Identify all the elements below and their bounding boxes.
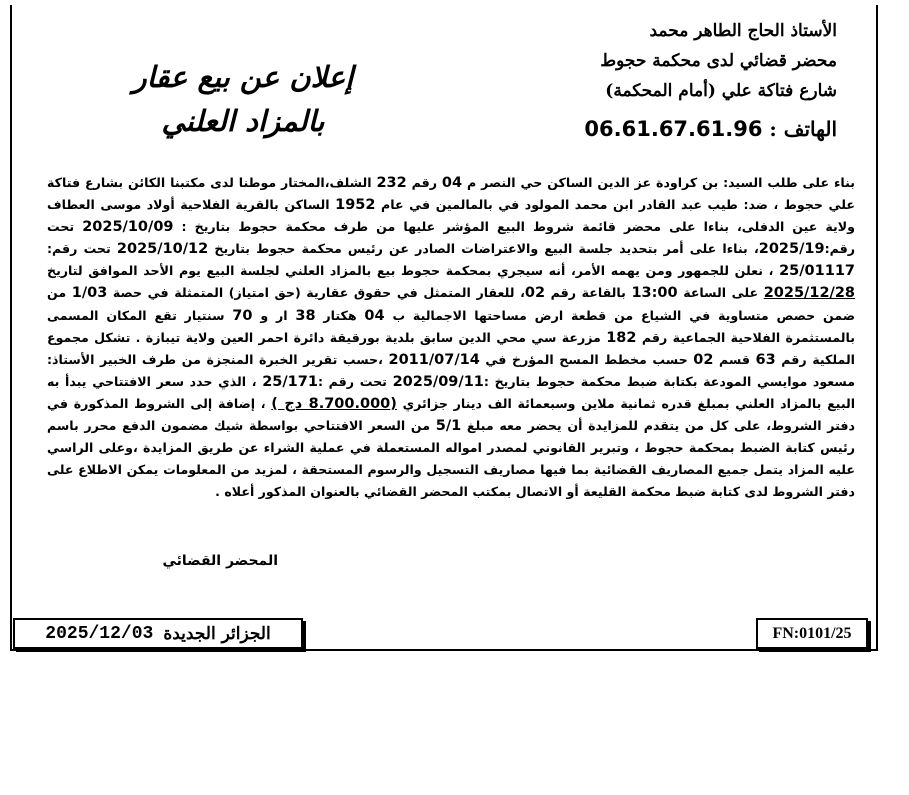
bailiff-role: محضر قضائي لدى محكمة حجوط <box>600 51 837 71</box>
body-text: مزرعة سي محي الدين سابق بلدية بورقيقة دائرة احمر العين ولاية تيبازة . تشكل مجموع الملكية رقم <box>47 329 855 367</box>
notice-body <box>47 172 855 503</box>
body-date: 2011/07/14 <box>388 351 480 368</box>
phone-label: الهاتف : <box>769 117 837 141</box>
body-text: ، للعقار المتمثل في حقوق عقارية (حق امتياز) المتمثلة في حصة <box>107 285 525 301</box>
notice-title-line-2: بالمزاد العلني <box>161 104 325 138</box>
body-number: 25/01117 <box>779 263 855 280</box>
body-number: 04 <box>441 175 463 191</box>
body-number: 1/03 <box>71 285 108 302</box>
body-text: الشلف،المختار موطنا لدى مكتبنا الكائن بشارع فتاكة علي حجوط ، ضد: طيب عبد القادر ابن محمد المولود في بالمالمين في عام <box>47 175 855 213</box>
bailiff-phone <box>497 112 837 146</box>
notice-title-line-1: إعلان عن بيع عقار <box>132 60 354 94</box>
body-number: 04 <box>364 307 385 324</box>
body-number: 5/1 <box>435 418 462 435</box>
body-number: 232 <box>376 175 407 191</box>
body-number: 02 <box>693 351 714 368</box>
sale-date: 2025/12/28 <box>763 285 856 302</box>
body-number: 63 <box>755 351 776 368</box>
body-date: 2025/09/11 <box>392 373 484 390</box>
body-number: 2025/19 <box>758 241 825 258</box>
body-text: رقم <box>406 175 442 190</box>
body-number: 182 <box>606 329 637 346</box>
body-number: 70 <box>232 307 253 324</box>
body-text: قسم <box>713 351 756 367</box>
body-text: تحت رقم : <box>317 373 393 389</box>
body-text: بالقاعة رقم <box>545 285 632 301</box>
body-text: ، بناءا على أمر بتحديد جلسة البيع والاعتراضات الصادر عن رئيس محكمة حجوط بتاريخ <box>208 241 759 257</box>
bailiff-header <box>497 16 837 146</box>
bailiff-name: الأستاذ الحاج الطاهر محمد <box>649 21 837 41</box>
body-text: ار و <box>252 307 296 323</box>
body-text: بناء على طلب السيد: بن كراودة عز الدين الساكن حي النصر م <box>462 175 855 190</box>
body-text: الساكن بالقرية الفلاحية أولاد موسى العطاف ولاية عين الدفلى، بناءا على محضر قائمة شروط البيع المؤشر عليها من طرف محكمة حجوط بتاريخ : <box>47 197 855 235</box>
body-text: تحت رقم: <box>47 219 855 257</box>
bailiff-address: شارع فتاكة علي (أمام المحكمة) <box>605 81 837 101</box>
body-text: ، الذي حدد سعر الافتتاحي يبدأ به البيع بالمزاد العلني بمبلغ قدره ثمانية ملاين وسبعمائة الف دينار جزائري <box>47 373 856 411</box>
body-date: 2025/10/12 <box>116 241 209 258</box>
body-text: هكتار <box>315 307 365 323</box>
body-text: سنتيار تقع المكان المسمى بالمستثمرة الفلاحية الجماعية رقم <box>47 307 855 345</box>
publication-date: 2025/12/03 <box>45 623 154 644</box>
body-number: 25/171 <box>262 373 318 390</box>
body-number: 02 <box>524 285 546 302</box>
signature: المحضر القضائي <box>162 553 278 569</box>
body-text: ، إضافة إلى الشروط المذكورة في دفتر الشروط، على كل من يتقدم للمزايدة أن يحضر معه مبلغ <box>47 395 855 434</box>
fn-reference-box <box>756 618 868 649</box>
newspaper-name: الجزائر الجديدة <box>163 623 271 644</box>
body-text: على الساعة <box>677 285 764 301</box>
body-text: من ضمن حصص متساوية في الشياع من قطعة ارض مساحتها الاجمالية ب <box>47 285 855 323</box>
body-text: ، نعلن للجمهور ومن يهمه الأمر، أنه سيجري بمحكمة حجوط بيع بالمزاد العلني لجلسة البيع يوم الأحد الموافق لتاريخ <box>47 263 780 279</box>
body-text: حسب مخطط المسح المؤرخ في <box>479 351 694 367</box>
body-text: تحت رقم: <box>47 241 117 257</box>
body-text: ،حسب تقرير الخبرة المنجزة من طرف الخبير الأستاذ: مسعود موايسي المودعة بكتابة ضبط محكمة حجوط بتاريخ : <box>47 351 856 389</box>
fn-reference: FN:0101/25 <box>772 624 852 642</box>
body-date: 2025/10/09 <box>82 219 174 236</box>
notice-title <box>108 55 378 143</box>
phone-number: 06.61.67.61.96 <box>584 117 763 141</box>
newspaper-box <box>13 618 303 649</box>
opening-price: (8.700.000 دج ) <box>271 395 397 412</box>
body-text: من السعر الافتتاحي بواسطة شيك مضمون الدفع محرر باسم رئيس كتابة الضبط بمحكمة حجوط ، وتبرير القانوني لمصدر امواله المستعملة في عملية الشراء عن طريق المزايدة ،وعلى الراسي عليه المزاد يتمل جميع المصاريف القضائية بما فيها مصاريف التسجيل والرسوم المستحقة ، لمزيد من المعلومات يمكن الاطلاع على دفتر الشروط لدى كتابة ضبط محكمة القليعة أو الاتصال بمكتب المحضر القضائي بالعنوان المذكور أعلاه . <box>47 418 855 500</box>
body-number: 1952 <box>335 197 376 214</box>
sale-time: 13:00 <box>631 285 678 302</box>
body-number: 38 <box>295 307 316 324</box>
